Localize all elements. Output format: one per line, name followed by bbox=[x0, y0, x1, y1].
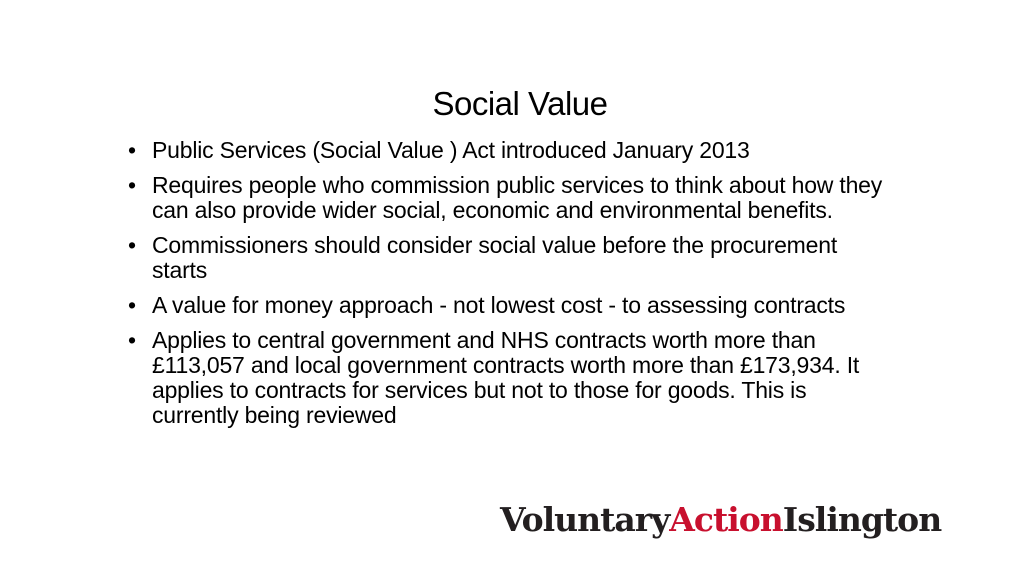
bullet-icon: • bbox=[128, 327, 136, 353]
logo-word-voluntary: Voluntary bbox=[500, 500, 670, 539]
bullet-icon: • bbox=[128, 172, 136, 198]
bullet-text: Public Services (Social Value ) Act introduced January 2013 bbox=[152, 137, 750, 163]
slide-title: Social Value bbox=[432, 85, 608, 122]
voluntary-action-islington-logo bbox=[500, 499, 960, 541]
bullet-item-requirements bbox=[128, 173, 888, 223]
logo-word-islington: Islington bbox=[782, 500, 942, 539]
bullet-item-thresholds bbox=[128, 328, 888, 428]
bullet-item-commissioners bbox=[128, 233, 888, 283]
bullet-icon: • bbox=[128, 232, 136, 258]
bullet-text: Commissioners should consider social value before the procurement starts bbox=[152, 232, 838, 283]
bullet-text: A value for money approach - not lowest cost - to assessing contracts bbox=[152, 292, 846, 318]
bullet-icon: • bbox=[128, 292, 136, 318]
bullet-item-act bbox=[128, 138, 888, 163]
bullet-icon: • bbox=[128, 137, 136, 163]
logo-word-action: Action bbox=[669, 500, 783, 539]
bullet-text: Applies to central government and NHS contracts worth more than £113,057 and local government contracts worth more than £173,934. It applies to contracts for services but not to those for goods. This is currently being reviewed bbox=[152, 327, 860, 428]
bullet-text: Requires people who commission public services to think about how they can also provide wider social, economic and environmental benefits. bbox=[152, 172, 883, 223]
bullet-list bbox=[128, 138, 888, 438]
bullet-item-value-for-money bbox=[128, 293, 888, 318]
